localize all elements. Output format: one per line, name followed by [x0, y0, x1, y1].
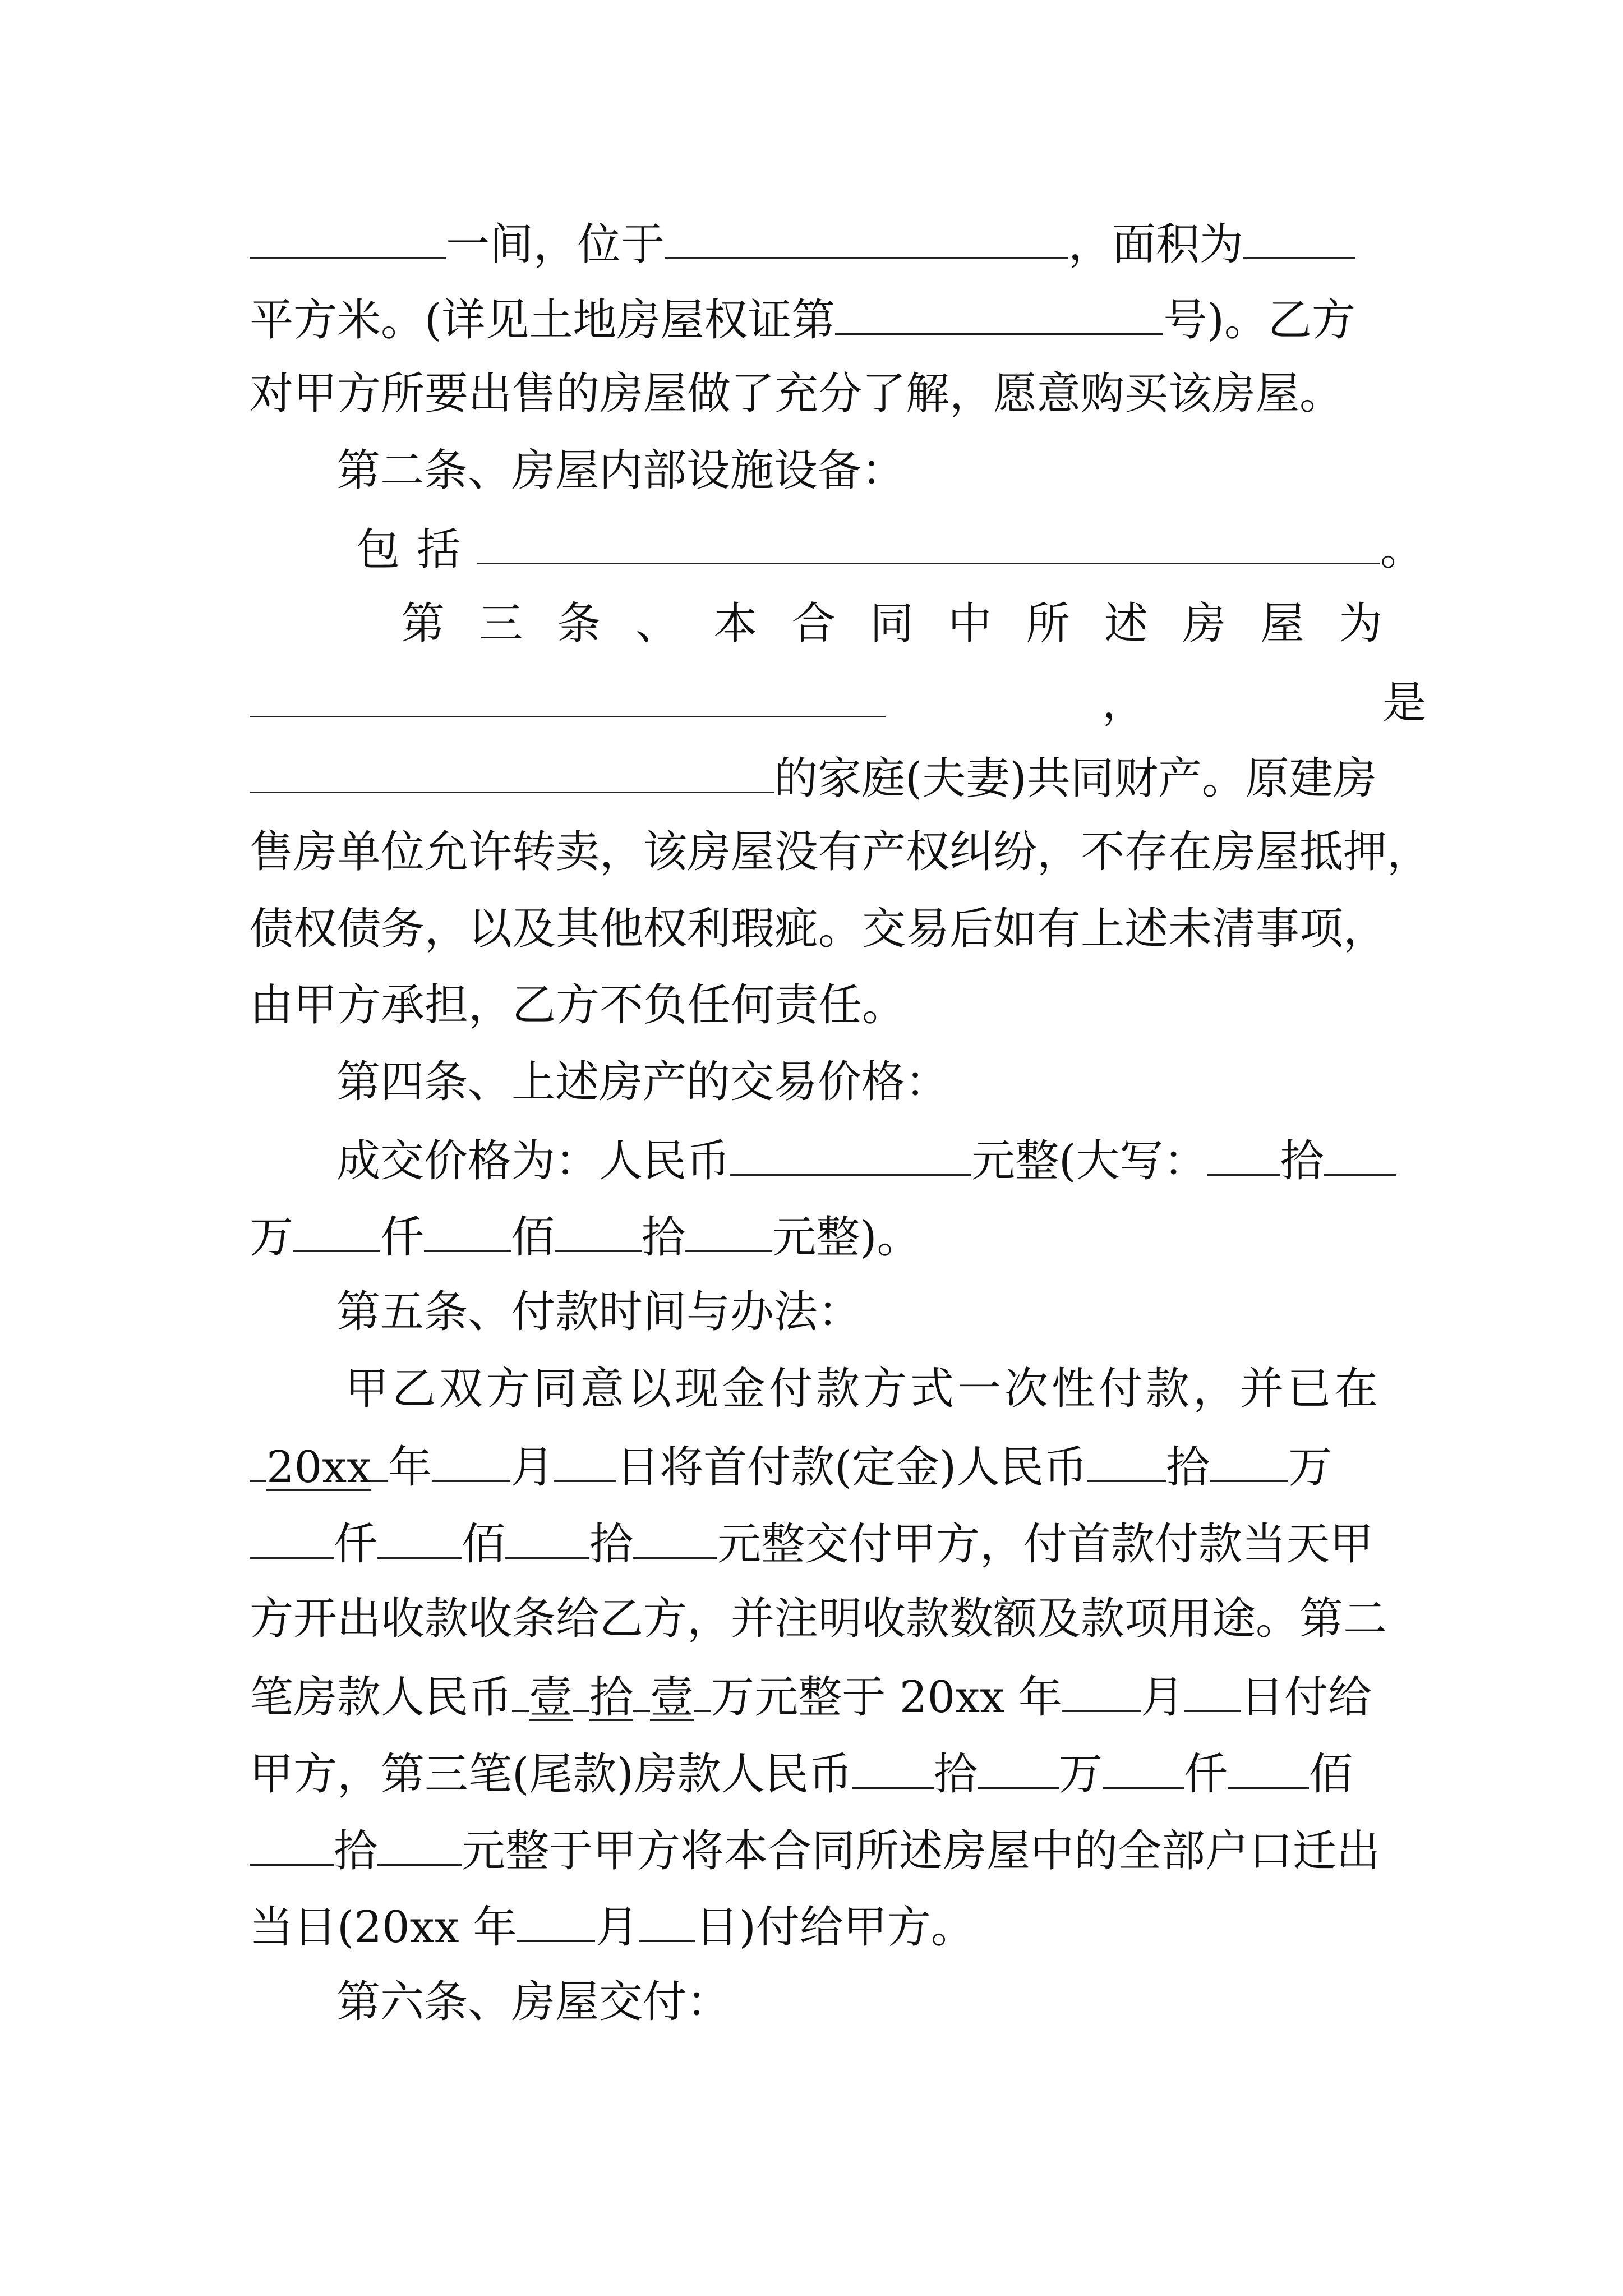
fill-blank — [730, 1137, 971, 1176]
fill-blank — [1228, 1750, 1309, 1789]
text-run: 20xx — [266, 1442, 372, 1493]
fill-blank — [1324, 1137, 1396, 1176]
fill-blank — [978, 1750, 1059, 1789]
fill-blank — [665, 220, 1068, 259]
fill-blank — [1207, 1137, 1280, 1176]
fill-blank — [432, 1443, 510, 1482]
fill-blank — [250, 220, 446, 259]
text-line — [250, 904, 1387, 963]
text-run: 佰 — [462, 1519, 506, 1570]
text-run: 月 — [1140, 1672, 1184, 1723]
fill-blank — [639, 1903, 695, 1942]
text-run: 仟 — [334, 1519, 378, 1570]
fill-blank — [293, 1213, 380, 1252]
text-line — [356, 524, 1424, 582]
heading-char: 所 — [1026, 599, 1070, 649]
text-run: 壹 — [650, 1672, 694, 1723]
text-run: 元整于甲方将本合同所述房屋中的全部户口迁出 — [462, 1826, 1381, 1876]
text-run: 甲乙双方同意以现金付款方式一次性付款，并已在 — [345, 1364, 1382, 1414]
text-run: 第六条、房屋交付： — [336, 1977, 731, 2027]
text-run: ，面积为 — [1068, 219, 1244, 270]
text-run: 是 — [1382, 678, 1427, 728]
text-line — [250, 1594, 1387, 1653]
fill-blank — [512, 1673, 529, 1712]
fill-blank — [852, 1750, 934, 1789]
text-run: 元整)。 — [772, 1212, 921, 1263]
text-run: 笔房款人民币 — [250, 1672, 513, 1723]
text-line — [250, 827, 1431, 886]
text-line — [250, 220, 1382, 277]
text-run: 佰 — [1308, 1749, 1353, 1800]
section-heading — [336, 1977, 1382, 2036]
text-run: 元整(大写： — [971, 1136, 1207, 1186]
heading-char: 房 — [1182, 599, 1227, 649]
fill-blank — [633, 1673, 650, 1712]
text-run: 拾 — [1166, 1442, 1210, 1493]
text-run: 一间，位于 — [446, 219, 665, 270]
text-run: 第二条、房屋内部设施设备： — [336, 445, 906, 496]
fill-blank — [250, 1443, 266, 1482]
text-run: 拾 — [334, 1826, 378, 1876]
text-line — [250, 369, 1382, 428]
fill-blank — [250, 679, 886, 717]
fill-blank — [835, 296, 1163, 335]
heading-char: 屋 — [1260, 599, 1304, 649]
fill-blank — [1243, 220, 1355, 259]
text-run: ， — [1102, 678, 1146, 728]
heading-char: 三 — [479, 599, 523, 649]
text-line — [250, 1213, 1382, 1269]
text-line — [250, 754, 1382, 811]
text-line — [250, 1443, 1382, 1499]
text-run: 甲方，第三笔(尾款)房款人民币 — [250, 1749, 852, 1800]
text-run: 拾 — [933, 1749, 978, 1800]
text-run: 拾 — [642, 1212, 686, 1263]
fill-blank — [377, 1520, 462, 1559]
text-run: 由甲方承担，乙方不负任何责任。 — [250, 980, 906, 1030]
text-run: 第五条、付款时间与办法： — [336, 1287, 862, 1337]
text-line — [345, 1364, 1382, 1423]
text-run: 当日(20xx 年 — [250, 1902, 517, 1953]
heading-char: 条 — [557, 599, 601, 649]
text-line — [250, 1520, 1382, 1576]
text-run: 日付给 — [1240, 1672, 1372, 1723]
fill-blank — [371, 1443, 388, 1482]
text-run: 括 — [417, 524, 461, 575]
fill-blank — [505, 1520, 589, 1559]
fill-blank — [1210, 1443, 1288, 1482]
section-heading — [336, 445, 1382, 505]
fill-blank — [1087, 1443, 1166, 1482]
text-line — [250, 1903, 1382, 1959]
text-run: 月 — [510, 1442, 555, 1493]
fill-blank — [573, 1673, 589, 1712]
text-run: 壹 — [529, 1672, 573, 1723]
fill-blank — [1184, 1673, 1241, 1712]
text-run: 仟 — [1183, 1749, 1228, 1800]
text-run: 成交价格为：人民币 — [336, 1136, 731, 1186]
text-run: 号)。乙方 — [1163, 295, 1355, 346]
text-run: 万元整于 20xx 年 — [711, 1672, 1062, 1723]
text-run: 售房单位允许转卖，该房屋没有产权纠纷，不存在房屋抵押， — [250, 827, 1431, 877]
section-heading — [336, 1287, 1382, 1346]
heading-char: 述 — [1104, 599, 1148, 649]
heading-char: 同 — [869, 599, 914, 649]
heading-char: 合 — [791, 599, 836, 649]
text-run: 万 — [1288, 1442, 1332, 1493]
heading-char: 本 — [713, 599, 758, 649]
text-line — [336, 1137, 1382, 1193]
fill-blank — [633, 1520, 717, 1559]
text-run: 平方米。(详见土地房屋权证第 — [250, 295, 836, 346]
text-run: 仟 — [380, 1212, 425, 1263]
heading-char: 、 — [635, 599, 679, 649]
text-run: 万 — [1058, 1749, 1103, 1800]
fill-blank — [1103, 1750, 1184, 1789]
text-run: 年 — [388, 1442, 432, 1493]
fill-blank — [250, 1520, 334, 1559]
section-heading — [336, 1057, 1382, 1116]
text-line — [250, 1827, 1382, 1883]
text-run: 包 — [356, 524, 400, 575]
text-run: 拾 — [589, 1519, 634, 1570]
text-run: 日将首付款(定金)人民币 — [616, 1442, 1088, 1493]
text-run: 拾 — [1280, 1136, 1324, 1186]
text-run: 佰 — [511, 1212, 555, 1263]
text-run: 元整交付甲方，付首款付款当天甲 — [717, 1519, 1374, 1570]
fill-blank — [250, 1827, 334, 1866]
text-run: 拾 — [589, 1672, 634, 1723]
fill-blank — [517, 1903, 595, 1942]
fill-blank — [694, 1673, 711, 1712]
text-run: 的家庭(夫妻)共同财产。原建房 — [774, 753, 1377, 804]
fill-blank — [1062, 1673, 1141, 1712]
text-run: 对甲方所要出售的房屋做了充分了解，愿意购买该房屋。 — [250, 369, 1344, 419]
fill-blank — [377, 1827, 462, 1866]
text-run: 月 — [595, 1902, 639, 1953]
fill-blank — [424, 1213, 511, 1252]
fill-blank — [477, 526, 1380, 564]
text-run: 万 — [250, 1212, 294, 1263]
heading-char: 中 — [948, 599, 992, 649]
text-line — [250, 296, 1382, 352]
text-run: 第四条、上述房产的交易价格： — [336, 1057, 949, 1107]
heading-char: 为 — [1338, 599, 1382, 649]
section-heading — [401, 599, 1382, 658]
text-run: 方开出收款收条给乙方，并注明收款数额及款项用途。第二 — [250, 1594, 1387, 1644]
fill-blank — [250, 754, 774, 793]
fill-blank — [554, 1443, 616, 1482]
text-line — [250, 678, 1427, 735]
text-run: 。 — [1380, 524, 1424, 575]
text-line — [250, 1673, 1382, 1729]
fill-blank — [685, 1213, 772, 1252]
text-run: 债权债务，以及其他权利瑕疵。交易后如有上述未清事项， — [250, 904, 1387, 954]
text-run: 日)付给甲方。 — [695, 1902, 975, 1953]
text-line — [250, 1750, 1382, 1806]
heading-char: 第 — [401, 599, 445, 649]
fill-blank — [555, 1213, 642, 1252]
text-line — [250, 980, 1382, 1039]
